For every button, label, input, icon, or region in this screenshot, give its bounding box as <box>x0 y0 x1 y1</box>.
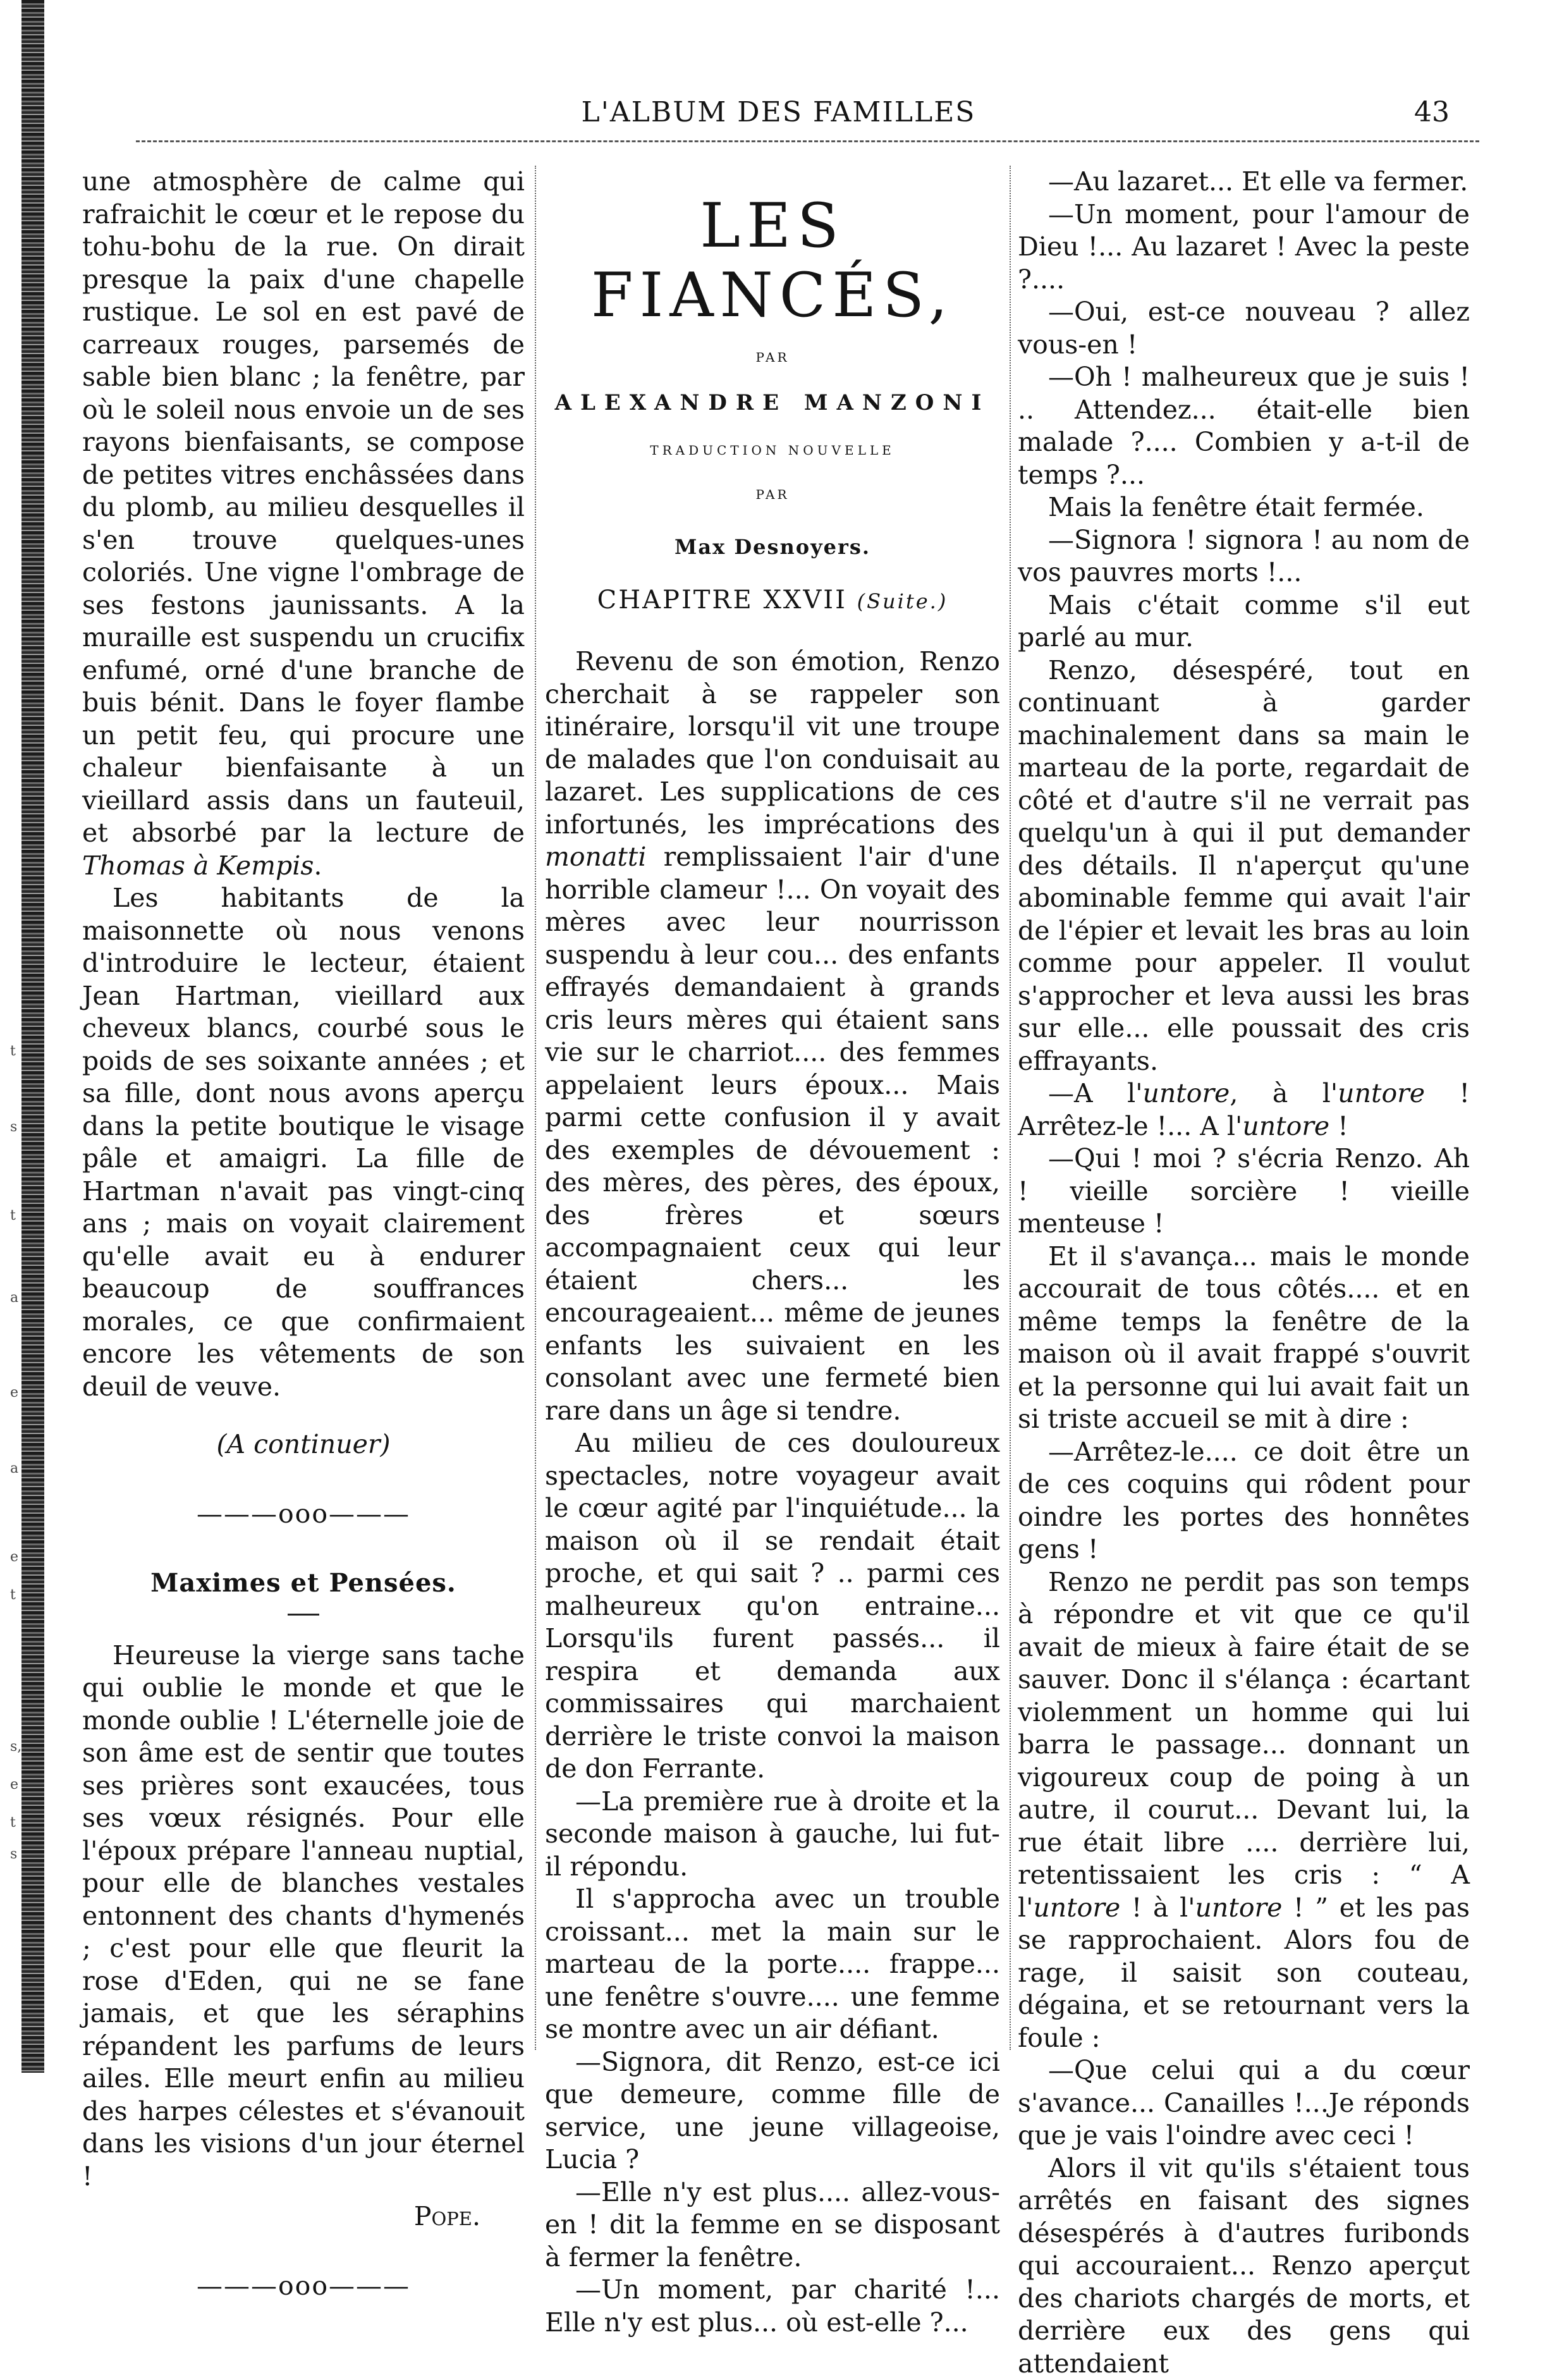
running-title: L'ALBUM DES FAMILLES <box>0 96 1557 128</box>
header-rule <box>136 140 1479 142</box>
paragraph: —La première rue à droite et la seconde maison à gauche, lui fut-il répondu. <box>545 1786 1000 1884</box>
column-divider-2 <box>1010 166 1011 2050</box>
translator-name: Max Desnoyers. <box>545 531 1000 564</box>
maxim-attribution: Pope. <box>82 2200 525 2233</box>
paragraph-text: ! <box>1329 1111 1348 1141</box>
paragraph-text: remplissaient l'air d'une horrible clameur !... On voyait des mères avec leur nourrisson suspendu à leur cou... des enfants effrayés demandaient à grands cris leurs mères qui étaient sans vie sur le charriot.... des femmes appelaient leurs époux... Mais parmi cette confusion il y avait des exemples de dévouement : des mères, des pères, des époux, des frères et sœurs accompagnaient ceux qui leur étaient chers... les encourageaient... même de jeunes enfants les suivaient en les consolant avec une fermeté bien rare dans un âge si tendre. <box>545 842 1000 1426</box>
column-2 <box>545 166 1000 2339</box>
byline-par: PAR <box>545 341 1000 374</box>
page-number: 43 <box>1414 96 1450 128</box>
story-title: LES FIANCÉS, <box>545 191 1000 330</box>
continuation-note: (A continuer) <box>82 1428 525 1461</box>
paragraph: Alors il vit qu'ils s'étaient tous arrêtés en faisant des signes désespérés à d'autres furibonds qui accouraient... Renzo aperçut des chariots chargés de morts, et derrière eux des gens qui attendaient <box>1018 2152 1470 2380</box>
book-title: Thomas à Kempis <box>82 850 314 881</box>
margin-mark: s, <box>10 1739 21 1755</box>
column-1 <box>82 166 525 2339</box>
section-separator: ———ooo——— <box>82 1498 525 1531</box>
margin-mark: e <box>10 1777 18 1793</box>
margin-mark: t <box>10 1587 16 1603</box>
margin-mark: a <box>10 1461 18 1476</box>
column-3 <box>1018 166 1470 2380</box>
paragraph <box>545 646 1000 1427</box>
chapter-heading <box>545 584 1000 618</box>
paragraph-text: ! à l' <box>1120 1892 1195 1923</box>
paragraph: —Elle n'y est plus.... allez-vous-en ! dit la femme en se disposant à fermer la fenêtre. <box>545 2176 1000 2274</box>
section-title: Maximes et Pensées. <box>82 1567 525 1600</box>
paragraph: —Un moment, pour l'amour de Dieu !... Au lazaret ! Avec la peste ?.... <box>1018 199 1470 297</box>
paragraph-text: , à l' <box>1230 1078 1338 1108</box>
italic-term: untore <box>1195 1892 1283 1923</box>
italic-term: untore <box>1033 1892 1120 1923</box>
paragraph <box>1018 1566 1470 2055</box>
margin-mark: e <box>10 1549 18 1565</box>
paragraph: Renzo, désespéré, tout en continuant à garder machinalement dans sa main le marteau de la porte, regardait de côté et d'autre s'il ne verrait pas quelqu'un à qui il put demander des détails. Il n'aperçut qu'une abominable femme qui avait l'air de l'épier et levait les bras au loin comme pour appeler. Il voulut s'approcher et leva aussi les bras sur elle... elle poussait des cris effrayants. <box>1018 654 1470 1078</box>
paragraph: —Qui ! moi ? s'écria Renzo. Ah ! vieille sorcière ! vieille menteuse ! <box>1018 1143 1470 1241</box>
paragraph: Les habitants de la maisonnette où nous venons d'introduire le lecteur, étaient Jean Hartman, vieillard aux cheveux blancs, courbé sous le poids de ses soixante années ; et sa fille, dont nous avons aperçu dans la petite boutique le visage pâle et amaigri. La fille de Hartman n'avait pas vingt-cinq ans ; mais on voyait clairement qu'elle avait eu à endurer beaucoup de souffrances morales, ce que confirmaient encore les vêtements de son deuil de veuve. <box>82 882 525 1403</box>
running-header <box>0 96 1557 134</box>
chapter-title: CHAPITRE XXVII <box>597 586 847 615</box>
paragraph: —Que celui qui a du cœur s'avance... Canailles !...Je réponds que je vais l'oindre avec ceci ! <box>1018 2054 1470 2152</box>
paragraph: —Arrêtez-le.... ce doit être un de ces coquins qui rôdent pour oindre les portes des honnêtes gens ! <box>1018 1436 1470 1566</box>
paragraph-text: Renzo ne perdit pas son temps à répondre et vit que ce qu'il avait de mieux à faire était de se sauver. Donc il s'élança : écartant violemment un homme qui lui barra le passage... donnant un vigoureux coup de poing à un autre, il courut... Devant lui, la rue était libre .... derrière lui, retentissaient les <box>1018 1567 1470 1891</box>
margin-mark: t <box>10 1043 16 1059</box>
margin-mark: a <box>10 1290 18 1306</box>
translation-note: TRADUCTION NOUVELLE <box>545 434 1000 467</box>
paragraph-text: —A l' <box>1048 1078 1142 1108</box>
paragraph: Mais c'était comme s'il eut parlé au mur. <box>1018 589 1470 654</box>
margin-mark: s <box>10 1846 17 1862</box>
chapter-suffix: (Suite.) <box>857 589 948 613</box>
paragraph: une atmosphère de calme qui rafraichit le cœur et le repose du tohu-bohu de la rue. On dirait presque la paix d'une chapelle rustique. Le sol en est pavé de carreaux rouges, parsemés de sable bien blanc ; la fenêtre, par où le soleil nous envoie un de ses rayons bienfaisants, se compose de petites vitres enchâssées dans du plomb, au milieu desquelles il s'en trouve quelques-unes coloriés. Une vigne l'ombrage de ses festons jaunissants. A la muraille est suspendu un crucifix enfumé, orné d'une branche de buis bénit. Dans le foyer flambe un petit feu, qui procure une chaleur bienfaisante à un vieillard assis dans un fauteuil, et absorbé par la lecture de Thomas à Kempis. <box>82 166 525 882</box>
margin-mark: t <box>10 1208 16 1224</box>
italic-term: monatti <box>545 842 646 872</box>
byline-par: PAR <box>545 479 1000 512</box>
paragraph-text: Revenu de son émotion, Renzo cherchait à se rappeler son itinéraire, lorsqu'il vit une troupe de malades que l'on conduisait au lazaret. Les supplications de ces infortunés, les imprécations des <box>545 646 1000 840</box>
paragraph: —Signora, dit Renzo, est-ce ici que demeure, comme fille de service, une jeune villageoise, Lucia ? <box>545 2046 1000 2176</box>
paragraph: —Oui, est-ce nouveau ? allez vous-en ! <box>1018 296 1470 361</box>
paragraph: —Un moment, par charité !... Elle n'y est plus... où est-elle ?... <box>545 2274 1000 2339</box>
paragraph: Et il s'avança... mais le monde accourait de tous côtés.... et en même temps la fenêtre de la maison où il avait frappé s'ouvrit et la personne qui lui avait fait un si triste accueil se mit à dire : <box>1018 1241 1470 1436</box>
column-divider-1 <box>535 166 536 2050</box>
title-dash <box>288 1614 319 1616</box>
paragraph-text: une atmosphère de calme qui rafraichit le cœur et le repose du tohu-bohu de la rue. On dirait presque la paix d'une chapelle rustique. Le sol en est pavé de carreaux rouges, parsemés de sable bien blanc ; la fenêtre, par où le soleil nous envoie un de ses rayons bienfaisants, se compose de petites vitres enchâssées dans du plomb, au milieu desquelles il s'en trouve quelques-unes coloriés. Une vigne l'ombrage de ses festons jaunissants. A la muraille est suspendu un crucifix enfumé, orné d'une branche de buis bénit. Dans le foyer flambe un petit feu, qui procure une chaleur bienfaisante à un vieillard assis dans un fauteuil, et absorbé par la lecture de <box>82 166 525 848</box>
paragraph-text: ! Arrêtez-le !... A l' <box>1018 1078 1470 1141</box>
italic-term: untore <box>1242 1111 1329 1141</box>
paragraph: —Oh ! malheureux que je suis ! .. Attendez... était-elle bien malade ?.... Combien y a-t-il de temps ?... <box>1018 361 1470 491</box>
page-spine-edge <box>21 0 44 2073</box>
section-separator: ———ooo——— <box>82 2270 525 2303</box>
margin-mark: s <box>10 1119 17 1135</box>
left-margin-marks <box>0 1043 19 2042</box>
paragraph: Il s'approcha avec un trouble croissant... met la main sur le marteau de la porte.... frappe... une fenêtre s'ouvre.... une femme se montre avec un air défiant. <box>545 1883 1000 2046</box>
paragraph <box>1018 1077 1470 1143</box>
paragraph-text: ! ” et les pas se rapprochaient. Alors fou de rage, il saisit son couteau, dégaina, et se retournant vers la foule : <box>1018 1892 1470 2053</box>
paragraph-text: cris : “ A l' <box>1018 1860 1470 1923</box>
paragraph: Mais la fenêtre était fermée. <box>1018 491 1470 524</box>
maxim-paragraph: Heureuse la vierge sans tache qui oublie le monde et que le monde oublie ! L'éternelle joie de son âme est de sentir que toutes ses prières sont exaucées, tous ses vœux résignés. Pour elle l'époux prépare l'anneau nuptial, pour elle de blanches vestales entonnent des chants d'hymenés ; c'est pour elle que fleurit la rose d'Eden, qui ne se fane jamais, et que les séraphins répandent les parfums de leurs ailes. Elle meurt enfin au milieu des harpes célestes et s'évanouit dans les visions d'un jour éternel ! <box>82 1640 525 2193</box>
paragraph: Au milieu de ces douloureux spectacles, notre voyageur avait le cœur agité par l'inquiétude... la maison où il se rendait était proche, et qui sait ? .. parmi ces malheureux qu'on entraine... Lorsqu'ils furent passés... il respira et demanda aux commissaires qui marchaient derrière le triste convoi la maison de don Ferrante. <box>545 1427 1000 1786</box>
margin-mark: t <box>10 1815 16 1831</box>
paragraph: —Au lazaret... Et elle va fermer. <box>1018 166 1470 199</box>
italic-term: untore <box>1142 1078 1230 1108</box>
paragraph: —Signora ! signora ! au nom de vos pauvres morts !... <box>1018 524 1470 589</box>
margin-mark: e <box>10 1385 18 1401</box>
author-name: ALEXANDRE MANZONI <box>545 387 1000 420</box>
italic-term: untore <box>1338 1078 1425 1108</box>
